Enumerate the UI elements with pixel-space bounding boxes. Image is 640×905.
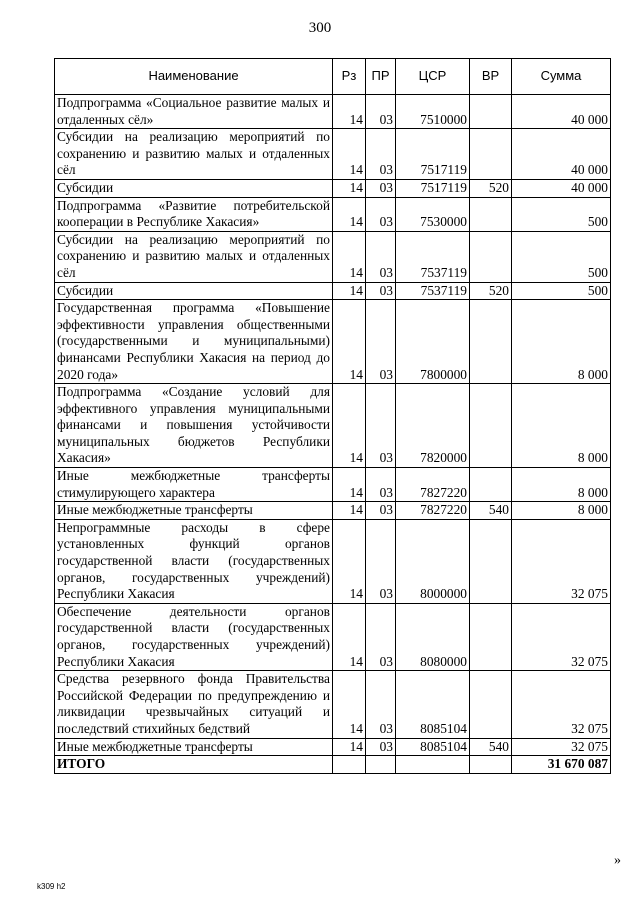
cell-vr: 540 [470,738,512,756]
cell-pr: 03 [366,603,396,670]
cell-rz: 14 [333,384,366,468]
cell-sum: 40 000 [512,179,611,197]
cell-csr: 7537119 [396,231,470,282]
cell-vr [470,231,512,282]
cell-name: Субсидии на реализацию мероприятий по сохранению и развитию малых и отдаленных сёл [55,129,333,180]
cell-vr [470,197,512,231]
cell-sum: 32 075 [512,738,611,756]
cell-sum: 8 000 [512,468,611,502]
cell-sum: 500 [512,231,611,282]
cell-name: Иные межбюджетные трансферты стимулирующего характера [55,468,333,502]
table-row [55,282,611,300]
cell-csr: 7517119 [396,179,470,197]
cell-rz: 14 [333,519,366,603]
cell-pr: 03 [366,738,396,756]
total-sum: 31 670 087 [512,756,611,774]
cell-rz: 14 [333,671,366,738]
cell-pr: 03 [366,179,396,197]
table-row [55,468,611,502]
cell-rz: 14 [333,603,366,670]
header-pr: ПР [366,59,396,95]
table-row [55,384,611,468]
cell-name: Иные межбюджетные трансферты [55,738,333,756]
cell-vr [470,129,512,180]
page-number: 300 [308,20,332,36]
cell-sum: 32 075 [512,519,611,603]
table-row [55,603,611,670]
cell-name: Подпрограмма «Социальное развитие малых и отдаленных сёл» [55,95,333,129]
cell-sum: 500 [512,197,611,231]
cell-rz: 14 [333,129,366,180]
cell-rz: 14 [333,502,366,520]
cell-sum: 32 075 [512,603,611,670]
cell-sum: 8 000 [512,300,611,384]
total-row [55,756,611,774]
cell-csr: 8080000 [396,603,470,670]
table-row [55,95,611,129]
cell-csr: 7827220 [396,468,470,502]
header-name: Наименование [55,59,333,95]
cell-pr: 03 [366,231,396,282]
cell-pr: 03 [366,671,396,738]
cell-csr [396,756,470,774]
cell-name: Подпрограмма «Развитие потребительской кооперации в Республике Хакасия» [55,197,333,231]
table-row [55,738,611,756]
cell-pr: 03 [366,519,396,603]
cell-sum: 40 000 [512,129,611,180]
cell-vr [470,95,512,129]
cell-pr: 03 [366,468,396,502]
cell-rz: 14 [333,95,366,129]
header-sum: Сумма [512,59,611,95]
cell-csr: 7510000 [396,95,470,129]
cell-sum: 500 [512,282,611,300]
cell-rz: 14 [333,282,366,300]
budget-table [54,58,611,774]
cell-pr: 03 [366,129,396,180]
cell-vr: 540 [470,502,512,520]
cell-rz: 14 [333,231,366,282]
header-rz: Рз [333,59,366,95]
cell-pr: 03 [366,95,396,129]
cell-name: Субсидии на реализацию мероприятий по сохранению и развитию малых и отдаленных сёл [55,231,333,282]
table-row [55,197,611,231]
cell-rz: 14 [333,197,366,231]
cell-name: Средства резервного фонда Правительства Российской Федерации по предупреждению и ликвидации чрезвычайных ситуаций и последствий стихийных бедствий [55,671,333,738]
table-header-row [55,59,611,95]
header-csr: ЦСР [396,59,470,95]
cell-vr: 520 [470,282,512,300]
cell-name: Непрограммные расходы в сфере установленных функций органов государственной власти (государственных органов, государственных учреждений) Республики Хакасия [55,519,333,603]
cell-csr: 8000000 [396,519,470,603]
cell-vr [470,468,512,502]
cell-vr: 520 [470,179,512,197]
cell-vr [470,756,512,774]
cell-csr: 7820000 [396,384,470,468]
total-label: ИТОГО [55,756,333,774]
cell-rz: 14 [333,179,366,197]
table-row [55,231,611,282]
cell-vr [470,671,512,738]
cell-name: Иные межбюджетные трансферты [55,502,333,520]
cell-vr [470,300,512,384]
cell-csr: 7530000 [396,197,470,231]
cell-pr: 03 [366,282,396,300]
table-row [55,671,611,738]
table-row [55,129,611,180]
cell-rz: 14 [333,738,366,756]
table-row [55,502,611,520]
cell-pr: 03 [366,384,396,468]
cell-sum: 40 000 [512,95,611,129]
cell-name: Подпрограмма «Создание условий для эффективного управления муниципальными финансами и повышения устойчивости муниципальных бюджетов Республики Хакасия» [55,384,333,468]
cell-csr: 8085104 [396,738,470,756]
table-row [55,179,611,197]
header-vr: ВР [470,59,512,95]
cell-pr: 03 [366,300,396,384]
cell-csr: 7800000 [396,300,470,384]
cell-csr: 7827220 [396,502,470,520]
footer-code: k309 h2 [37,882,66,891]
cell-rz: 14 [333,300,366,384]
cell-name: Обеспечение деятельности органов государственной власти (государственных органов, государственных учреждений) Республики Хакасия [55,603,333,670]
cell-pr: 03 [366,197,396,231]
cell-rz [333,756,366,774]
closing-quote: » [614,853,621,868]
cell-sum: 8 000 [512,502,611,520]
cell-vr [470,519,512,603]
cell-vr [470,384,512,468]
cell-vr [470,603,512,670]
cell-rz: 14 [333,468,366,502]
cell-pr: 03 [366,502,396,520]
table-row [55,300,611,384]
cell-sum: 8 000 [512,384,611,468]
cell-csr: 8085104 [396,671,470,738]
cell-pr [366,756,396,774]
cell-csr: 7537119 [396,282,470,300]
cell-csr: 7517119 [396,129,470,180]
table-row [55,519,611,603]
cell-sum: 32 075 [512,671,611,738]
cell-name: Государственная программа «Повышение эффективности управления общественными (государственными и муниципальными) финансами Республики Хакасия на период до 2020 года» [55,300,333,384]
cell-name: Субсидии [55,179,333,197]
cell-name: Субсидии [55,282,333,300]
